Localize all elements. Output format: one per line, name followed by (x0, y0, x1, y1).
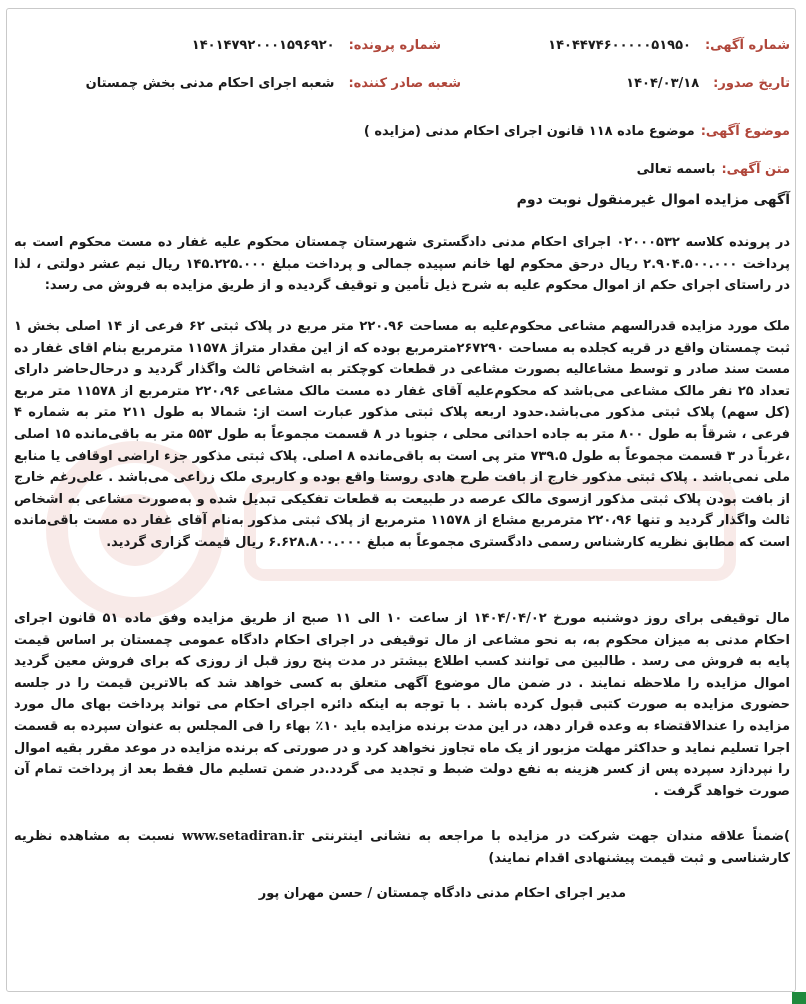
ad-text-label: متن آگهی: (721, 162, 790, 177)
issuing-branch-value: شعبه اجرای احکام مدنی بخش چمستان (85, 76, 335, 91)
setadiran-link[interactable]: www.setadiran.ir (182, 829, 304, 844)
ad-number-value: ۱۴۰۴۴۷۴۶۰۰۰۰۰۵۱۹۵۰ (548, 38, 691, 53)
signature: مدیر اجرای احکام مدنی دادگاه چمستان / حسن مهران پور (258, 886, 626, 901)
case-number-field (192, 38, 441, 53)
case-number-label: شماره پرونده: (348, 38, 441, 53)
auction-title: آگهی مزایده اموال غیرمنقول نوبت دوم (516, 192, 790, 208)
paragraph-terms: مال توقیفی برای روز دوشنبه مورخ ۱۴۰۴/۰۴/۰۲ از ساعت ۱۰ الی ۱۱ صبح از طریق مزایده وفق ماده ۵۱ قانون اجرای احکام مدنی به میزان محکوم به، به نحو مشاعی از مال توقیفی در اجرای احکام دادگاه عمومی چمستان بر اساس قیمت پایه به فروش می رسد . طالبین می توانند کسب اطلاع بیشتر در مدت پنج روز قبل از روزی که برای فروش معین گردید اموال مزایده را ملاحظه نمایند . در ضمن مال موضوع آگهی متعلق به کسی خواهد شد که بالاترین قیمت را در جلسه حضوری مزایده به صورت کتبی قبول کرده باشد . با توجه به اینکه دائره اجرای احکام می تواند پرداخت بهای مال مورد مزایده را عندالاقتضاء به وعده قرار دهد، در این مدت برنده مزایده باید ۱۰٪ بهاء را فی المجلس به عنوان سپرده به قسمت اجرا تسلیم نماید و حداکثر مهلت مزبور از یک ماه تجاوز نخواهد کرد و در صورتی که برنده مزایده در موعد مقرر بقیه اموال را نپردازد سپرده پس از کسر هزینه به نفع دولت ضبط و تجدید می گردد.در ضمن تسلیم مال فقط بعد از پرداخت تمام آن صورت خواهد گرفت . (14, 611, 790, 799)
scroll-handle[interactable] (792, 992, 806, 1004)
issuing-branch-label: شعبه صادر کننده: (348, 76, 461, 91)
paragraph-closing (14, 826, 790, 869)
issue-date-field (626, 76, 790, 91)
issuing-branch-field (86, 76, 461, 91)
subject-value: موضوع ماده ۱۱۸ قانون اجرای احکام مدنی (مزایده ) (363, 124, 695, 139)
issue-date-value: ۱۴۰۴/۰۳/۱۸ (626, 76, 700, 91)
issue-date-label: تاریخ صدور: (713, 76, 790, 91)
closing-before-url: )ضمناً علاقه مندان جهت شرکت در مزایده با مراجعه به نشانی اینترنتی (311, 829, 790, 844)
closing-after-url: نسبت به مشاهده نظریه کارشناسی و ثبت قیمت پیشنهادی اقدام نمایند) (14, 829, 790, 866)
paragraph-intro: در پرونده کلاسه ۰۲۰۰۰۵۳۲ اجرای احکام مدنی دادگستری شهرستان چمستان محکوم علیه غفار ده مست محکوم است به پرداخت ۲.۹۰۴.۵۰۰.۰۰۰ ریال درحق محکوم لها خانم سپیده جمالی و پرداخت مبلغ ۱۴۵.۲۲۵.۰۰۰ ریال نیم عشر دولتی ، لذا در راستای اجرای حکم از اموال محکوم علیه به شرح ذیل تأمین و توقیف گردیده و از طریق مزایده به فروش می رسد: (14, 235, 790, 294)
paragraph-property: ملک مورد مزایده قدرالسهم مشاعی محکوم‌علیه به مساحت ۲۲۰.۹۶ متر مربع در پلاک ثبتی ۶۲ فرعی از ۱۴ اصلی بخش ۱ ثبت چمستان واقع در قریه کجلده به مساحت ۲۶۷۲۹۰مترمربع بوده که از این مقدار متراژ ۱۱۵۷۸ مترمربع بنام اقای غفار ده مست سند صادر و توسط مشاعالیه بصورت مشاعی در قطعات کوچکتر به اشخاص ثالث واگذار گردید و درحال‌حاضر دارای تعداد ۲۵ نفر مالک مشاعی می‌باشد که محکوم‌علیه آقای غفار ده مست مالک مشاعی ۲۲۰،۹۶ مترمربع از ۱۱۵۷۸ متر مربع (کل سهم) پلاک ثبتی مذکور می‌باشد.حدود اربعه پلاک ثبتی مذکور عبارت است از: شمالا به طول ۲۱۱ متر به شماره ۴ فرعی ، شرقاً به طول ۸۰۰ متر به جاده احداثی محلی ، جنوبا در ۸ قسمت مجموعاً به طول ۵۵۳ متر به باقی‌مانده ۱۵ اصلی ،غرباً در ۳ قسمت مجموعاً به طول ۷۳۹.۵ متر پی است به باقی‌مانده ۸ اصلی. پلاک ثبتی مذکور جزء اراضی اوقافی یا منابع ملی نمی‌باشد . پلاک ثبتی مذکور خارج از بافت طرح هادی روستا واقع بوده و کاربری ملک زراعی می‌باشد . علی‌رغم خارج از بافت بودن پلاک ثبتی مذکور ازسوی مالک عرصه در طبیعت به قطعات تفکیکی تبدیل شده و به‌صورت مشاعی به اشخاص ثالث واگذار گردید و تنها ۲۲۰،۹۶ مترمربع مشاع از ۱۱۵۷۸ مترمربع از پلاک ثبتی مذکور به‌نام آقای غفار ده مست باقی‌مانده است که مطابق نظریه کارشناس رسمی دادگستری مجموعاً به مبلغ ۶.۶۲۸.۸۰۰.۰۰۰ ریال قیمت گزاری گردید. (14, 319, 791, 550)
ad-number-label: شماره آگهی: (704, 38, 790, 53)
subject-label: موضوع آگهی: (700, 124, 790, 139)
ad-text-value: باسمه تعالی (636, 162, 716, 177)
ad-number-field (548, 38, 790, 53)
case-number-value: ۱۴۰۱۴۷۹۲۰۰۰۱۵۹۶۹۲۰ (191, 38, 335, 53)
ad-text-field (637, 162, 790, 177)
subject-field (364, 124, 790, 139)
